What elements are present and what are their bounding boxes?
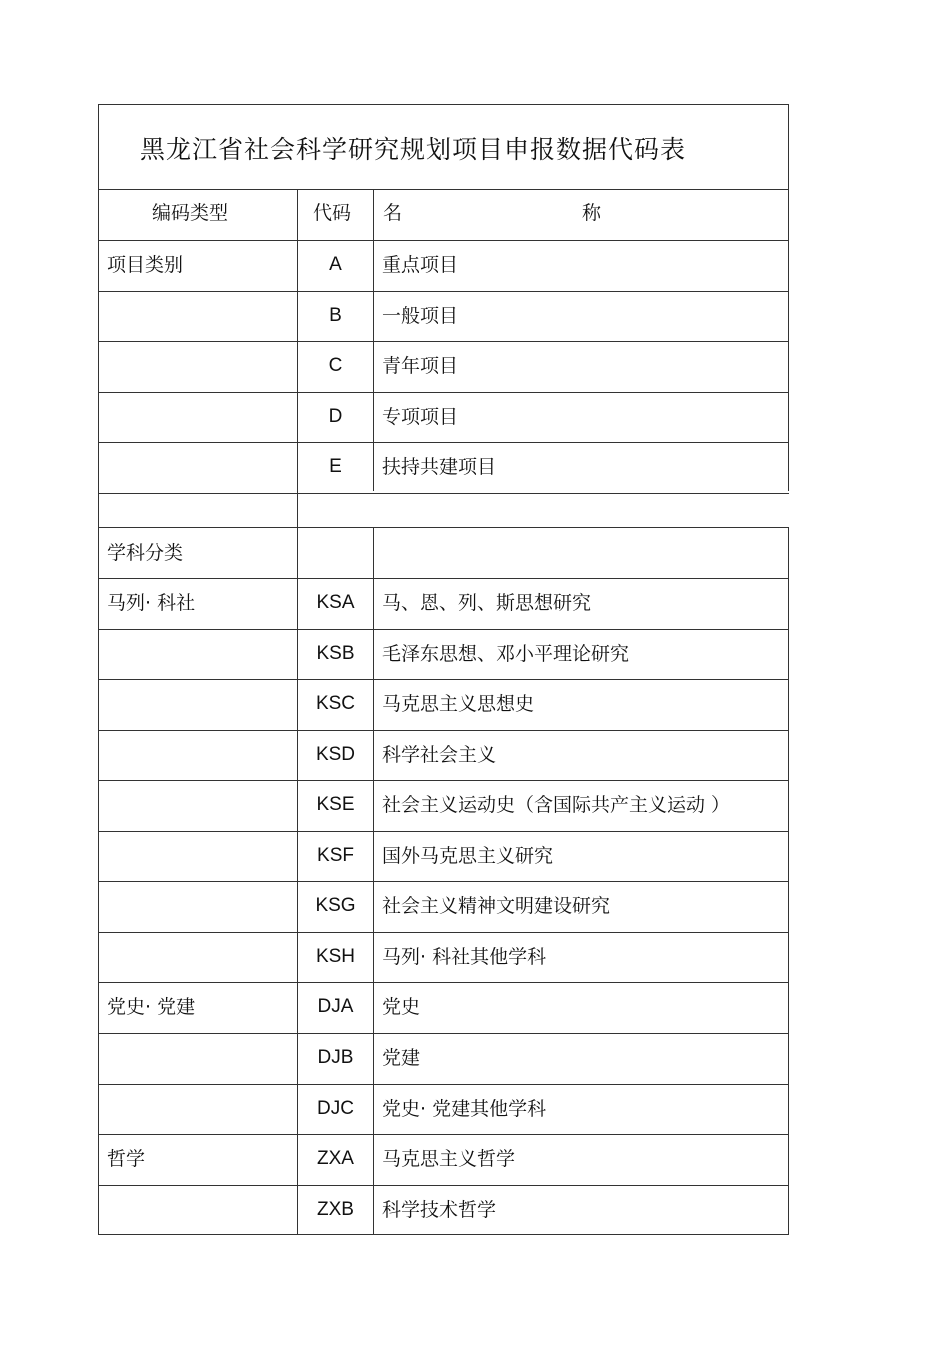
subject-code-cell: DJC bbox=[317, 1097, 354, 1119]
project-code-cell: E bbox=[329, 456, 342, 478]
subject-name-cell: 马克思主义思想史 bbox=[382, 693, 535, 716]
subject-code-cell: KSE bbox=[316, 794, 355, 816]
column-divider bbox=[297, 189, 298, 1235]
subject-code-cell: KSG bbox=[315, 895, 356, 917]
subject-name-cell: 马列· 科社其他学科 bbox=[382, 945, 547, 968]
project-name-cell: 重点项目 bbox=[382, 254, 459, 276]
subject-name-cell: 党史· 党建其他学科 bbox=[382, 1097, 547, 1120]
row-divider bbox=[98, 189, 789, 190]
subject-name-cell: 党建 bbox=[382, 1046, 421, 1069]
project-name-cell: 专项项目 bbox=[382, 405, 459, 428]
row-divider bbox=[98, 1084, 789, 1085]
row-divider bbox=[98, 679, 789, 680]
subject-code-cell: KSH bbox=[315, 945, 356, 967]
row-divider bbox=[98, 392, 789, 393]
subject-type-cell: 哲学 bbox=[107, 1148, 146, 1171]
subject-name-cell: 科学社会主义 bbox=[382, 743, 497, 766]
subject-name-cell: 马克思主义哲学 bbox=[382, 1148, 516, 1171]
row-divider bbox=[98, 629, 789, 630]
project-code-cell: D bbox=[328, 405, 343, 427]
row-divider bbox=[98, 104, 789, 105]
project-code-cell: C bbox=[328, 355, 343, 377]
header-code: 代码 bbox=[313, 202, 352, 224]
row-divider bbox=[98, 341, 789, 342]
subject-code-cell: DJB bbox=[317, 1046, 354, 1068]
row-divider bbox=[98, 291, 789, 292]
project-name-cell: 扶持共建项目 bbox=[382, 456, 497, 479]
subject-name-cell: 党史 bbox=[382, 996, 421, 1019]
row-divider bbox=[98, 442, 789, 443]
subject-type-cell: 党史· 党建 bbox=[107, 996, 196, 1019]
row-divider bbox=[98, 578, 789, 579]
subject-code-cell: KSA bbox=[316, 592, 355, 613]
subject-name-cell: 社会主义精神文明建设研究 bbox=[382, 895, 611, 918]
subject-code-cell: DJA bbox=[317, 996, 354, 1018]
subject-code-cell: KSF bbox=[317, 844, 354, 866]
subject-code-cell: KSD bbox=[315, 743, 356, 765]
project-name-cell: 青年项目 bbox=[382, 355, 459, 378]
code-table bbox=[98, 104, 789, 1235]
subject-heading: 学科分类 bbox=[107, 542, 184, 564]
subject-code-cell: ZXB bbox=[317, 1198, 354, 1220]
header-type: 编码类型 bbox=[152, 202, 229, 224]
column-divider bbox=[373, 189, 374, 491]
subject-code-cell: KSC bbox=[315, 693, 356, 715]
row-divider bbox=[98, 730, 789, 731]
row-divider bbox=[98, 831, 789, 832]
project-name-cell: 一般项目 bbox=[382, 304, 459, 327]
row-divider bbox=[98, 1185, 789, 1186]
row-divider bbox=[98, 1134, 789, 1135]
row-divider bbox=[98, 493, 789, 494]
column-divider bbox=[98, 104, 99, 1235]
subject-code-cell: ZXA bbox=[317, 1148, 354, 1170]
subject-code-cell: KSB bbox=[316, 642, 355, 664]
subject-name-cell: 科学技术哲学 bbox=[382, 1198, 497, 1221]
row-divider bbox=[98, 240, 789, 241]
document-title: 黑龙江省社会科学研究规划项目申报数据代码表 bbox=[140, 135, 687, 164]
project-code-cell: B bbox=[329, 304, 342, 326]
row-divider bbox=[98, 527, 789, 528]
row-divider bbox=[98, 881, 789, 882]
subject-name-cell: 国外马克思主义研究 bbox=[382, 844, 554, 867]
subject-name-cell: 毛泽东思想、邓小平理论研究 bbox=[382, 642, 630, 665]
project-code-cell: A bbox=[329, 254, 342, 275]
subject-name-cell: 社会主义运动史（含国际共产主义运动 ） bbox=[382, 794, 731, 817]
header-name-right: 称 bbox=[582, 202, 602, 224]
row-divider bbox=[98, 932, 789, 933]
row-divider bbox=[98, 1234, 789, 1235]
column-divider bbox=[788, 104, 789, 491]
header-name-left: 名 bbox=[383, 202, 403, 224]
row-divider bbox=[98, 780, 789, 781]
row-divider bbox=[98, 1033, 789, 1034]
subject-type-cell: 马列· 科社 bbox=[107, 592, 196, 614]
project-type-cell: 项目类别 bbox=[107, 254, 184, 276]
subject-name-cell: 马、恩、列、斯思想研究 bbox=[382, 592, 592, 614]
row-divider bbox=[98, 982, 789, 983]
column-divider bbox=[373, 527, 374, 1235]
